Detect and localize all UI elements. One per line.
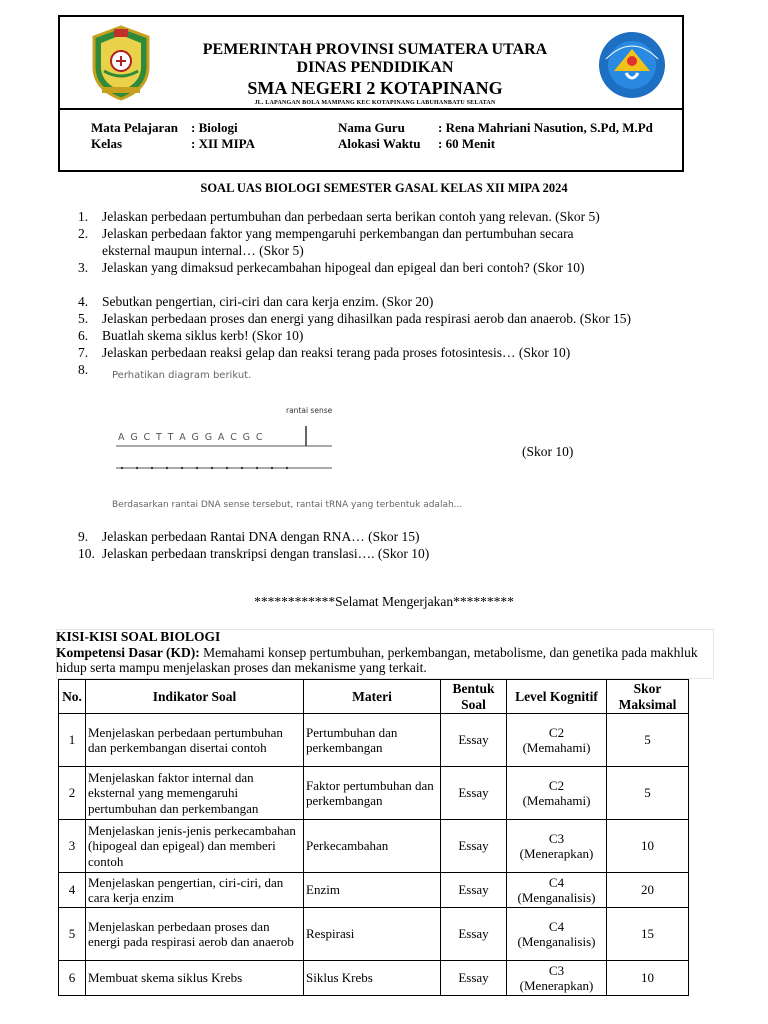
row-skor: 10 bbox=[607, 820, 689, 873]
level-desc: (Menerapkan) bbox=[519, 978, 594, 993]
strand-label: rantai sense bbox=[286, 406, 333, 415]
kompetensi-dasar bbox=[56, 645, 706, 675]
row-bentuk: Essay bbox=[441, 908, 507, 961]
question-7 bbox=[78, 344, 570, 361]
question-number: 4. bbox=[78, 294, 89, 309]
letterhead bbox=[58, 15, 684, 172]
question-text: Jelaskan perbedaan Rantai DNA dengan RNA… (Skor 15) bbox=[102, 529, 420, 544]
waktu-label: Alokasi Waktu bbox=[338, 136, 421, 151]
table-row bbox=[59, 714, 689, 767]
mapel-label: Mata Pelajaran bbox=[91, 120, 179, 135]
question-text: Jelaskan perbedaan pertumbuhan dan perbedaan serta berikan contoh yang relevan. (Skor 5) bbox=[102, 209, 600, 224]
row-skor: 10 bbox=[607, 961, 689, 996]
info-right bbox=[338, 120, 653, 152]
kelas-label: Kelas bbox=[91, 136, 123, 151]
table-row bbox=[59, 873, 689, 908]
row-skor: 20 bbox=[607, 873, 689, 908]
question-number: 10. bbox=[78, 546, 95, 561]
row-materi: Siklus Krebs bbox=[304, 961, 441, 996]
col-bentuk-l2: Soal bbox=[461, 696, 486, 712]
question-number: 2. bbox=[78, 226, 89, 241]
mapel-value: : Biologi bbox=[191, 120, 238, 135]
row-bentuk: Essay bbox=[441, 767, 507, 820]
guru-value: : Rena Mahriani Nasution, S.Pd, M.Pd bbox=[438, 120, 653, 135]
question-text: Jelaskan perbedaan proses dan energi yang dihasilkan pada respirasi aerob dan anaerob. (Skor 15) bbox=[102, 311, 632, 326]
question-number: 7. bbox=[78, 345, 89, 360]
row-indikator: Menjelaskan jenis-jenis perkecambahan (hipogeal dan epigeal) dan memberi contoh bbox=[86, 820, 304, 873]
dna-strand-lines bbox=[112, 416, 492, 476]
school-address: JL. LAPANGAN BOLA MAMPANG KEC KOTAPINANG LABUHANBATU SELATAN bbox=[254, 100, 496, 106]
question-number: 6. bbox=[78, 328, 89, 343]
province-emblem-icon bbox=[86, 23, 156, 103]
row-bentuk: Essay bbox=[441, 820, 507, 873]
question-text: Jelaskan perbedaan reaksi gelap dan reaksi terang pada proses fotosintesis… (Skor 10) bbox=[102, 345, 571, 360]
question-number: 3. bbox=[78, 260, 89, 275]
table-row bbox=[59, 767, 689, 820]
col-skor-l2: Maksimal bbox=[618, 696, 677, 712]
col-bentuk bbox=[441, 680, 507, 714]
level-desc: (Memahami) bbox=[522, 793, 591, 808]
agency-name: DINAS PENDIDIKAN bbox=[296, 59, 454, 76]
question-2 bbox=[78, 225, 574, 242]
row-level bbox=[507, 961, 607, 996]
question-number: 8. bbox=[78, 362, 89, 377]
row-no: 1 bbox=[59, 714, 86, 767]
level-code: C4 bbox=[548, 874, 565, 890]
level-code: C4 bbox=[548, 918, 565, 934]
question-10 bbox=[78, 545, 429, 562]
row-materi: Enzim bbox=[304, 873, 441, 908]
level-desc: (Menganalisis) bbox=[517, 934, 596, 949]
dna-sequence: A G C T T A G G A C G C bbox=[118, 432, 264, 443]
level-desc: (Menganalisis) bbox=[517, 890, 596, 905]
level-code: C2 bbox=[548, 724, 565, 740]
exam-title: SOAL UAS BIOLOGI SEMESTER GASAL KELAS XII MIPA 2024 bbox=[200, 181, 568, 195]
diagram-intro: Perhatikan diagram berikut. bbox=[112, 370, 252, 381]
row-level bbox=[507, 767, 607, 820]
waktu-value: : 60 Menit bbox=[438, 136, 496, 151]
tut-wuri-handayani-icon bbox=[596, 29, 668, 101]
table-row bbox=[59, 961, 689, 996]
row-materi: Pertumbuhan dan perkembangan bbox=[304, 714, 441, 767]
q8-score: (Skor 10) bbox=[522, 444, 574, 459]
kisi-title: KISI-KISI SOAL BIOLOGI bbox=[56, 629, 221, 644]
col-materi: Materi bbox=[304, 680, 441, 714]
level-code: C3 bbox=[548, 962, 565, 978]
col-indikator: Indikator Soal bbox=[86, 680, 304, 714]
closing-message: ************Selamat Mengerjakan********* bbox=[254, 594, 514, 609]
row-indikator: Menjelaskan faktor internal dan eksternal yang memengaruhi pertumbuhan dan perkembangan bbox=[86, 767, 304, 820]
col-bentuk-l1: Bentuk bbox=[452, 681, 495, 696]
row-bentuk: Essay bbox=[441, 961, 507, 996]
col-skor-l1: Skor bbox=[633, 681, 662, 696]
row-level bbox=[507, 873, 607, 908]
question-6 bbox=[78, 327, 303, 344]
question-number: 9. bbox=[78, 529, 89, 544]
row-no: 2 bbox=[59, 767, 86, 820]
col-skor bbox=[607, 680, 689, 714]
govt-name: PEMERINTAH PROVINSI SUMATERA UTARA bbox=[202, 41, 548, 58]
row-no: 4 bbox=[59, 873, 86, 908]
row-level bbox=[507, 908, 607, 961]
col-no: No. bbox=[59, 680, 86, 714]
question-9 bbox=[78, 528, 420, 545]
row-no: 6 bbox=[59, 961, 86, 996]
level-code: C2 bbox=[548, 777, 565, 793]
question-1 bbox=[78, 208, 600, 225]
kisi-table bbox=[58, 679, 689, 996]
row-indikator: Menjelaskan perbedaan proses dan energi pada respirasi aerob dan anaerob bbox=[86, 908, 304, 961]
info-left bbox=[91, 120, 255, 152]
question-text: eksternal maupun internal… (Skor 5) bbox=[102, 243, 304, 258]
row-no: 3 bbox=[59, 820, 86, 873]
row-indikator: Menjelaskan perbedaan pertumbuhan dan perkembangan disertai contoh bbox=[86, 714, 304, 767]
letterhead-text bbox=[160, 41, 590, 107]
letterhead-divider bbox=[60, 108, 682, 110]
question-text: Jelaskan perbedaan faktor yang mempengaruhi perkembangan dan pertumbuhan secara bbox=[102, 226, 574, 241]
level-desc: (Memahami) bbox=[522, 740, 591, 755]
diagram-question: Berdasarkan rantai DNA sense tersebut, rantai tRNA yang terbentuk adalah... bbox=[112, 500, 463, 510]
row-indikator: Menjelaskan pengertian, ciri-ciri, dan cara kerja enzim bbox=[86, 873, 304, 908]
question-4 bbox=[78, 293, 433, 310]
row-skor: 5 bbox=[607, 714, 689, 767]
row-bentuk: Essay bbox=[441, 873, 507, 908]
table-row bbox=[59, 820, 689, 873]
row-no: 5 bbox=[59, 908, 86, 961]
level-code: C3 bbox=[548, 830, 565, 846]
kd-label: Kompetensi Dasar (KD): bbox=[56, 645, 200, 660]
dna-diagram bbox=[112, 366, 492, 516]
question-text: Buatlah skema siklus kerb! (Skor 10) bbox=[102, 328, 304, 343]
kd-text: Memahami konsep pertumbuhan, perkembangan, metabolisme, dan genetika pada makhluk hidup serta mampu menjelaskan proses dan mekanisme yang terkait. bbox=[56, 645, 698, 675]
question-text: Jelaskan yang dimaksud perkecambahan hipogeal dan epigeal dan beri contoh? (Skor 10) bbox=[102, 260, 585, 275]
table-row bbox=[59, 908, 689, 961]
school-name: SMA NEGERI 2 KOTAPINANG bbox=[247, 78, 503, 98]
question-5 bbox=[78, 310, 631, 327]
question-text: Sebutkan pengertian, ciri-ciri dan cara kerja enzim. (Skor 20) bbox=[102, 294, 434, 309]
guru-label: Nama Guru bbox=[338, 120, 405, 135]
row-skor: 5 bbox=[607, 767, 689, 820]
question-8 bbox=[78, 361, 102, 378]
row-skor: 15 bbox=[607, 908, 689, 961]
question-number: 1. bbox=[78, 209, 89, 224]
row-indikator: Membuat skema siklus Krebs bbox=[86, 961, 304, 996]
kelas-value: : XII MIPA bbox=[191, 136, 256, 151]
row-materi: Faktor pertumbuhan dan perkembangan bbox=[304, 767, 441, 820]
row-level bbox=[507, 714, 607, 767]
question-number: 5. bbox=[78, 311, 89, 326]
col-level: Level Kognitif bbox=[507, 680, 607, 714]
level-desc: (Menerapkan) bbox=[519, 846, 594, 861]
question-3 bbox=[78, 259, 584, 276]
row-materi: Respirasi bbox=[304, 908, 441, 961]
question-2-cont bbox=[78, 242, 304, 259]
question-text: Jelaskan perbedaan transkripsi dengan translasi…. (Skor 10) bbox=[102, 546, 430, 561]
table-header-row bbox=[59, 680, 689, 714]
row-materi: Perkecambahan bbox=[304, 820, 441, 873]
row-level bbox=[507, 820, 607, 873]
row-bentuk: Essay bbox=[441, 714, 507, 767]
